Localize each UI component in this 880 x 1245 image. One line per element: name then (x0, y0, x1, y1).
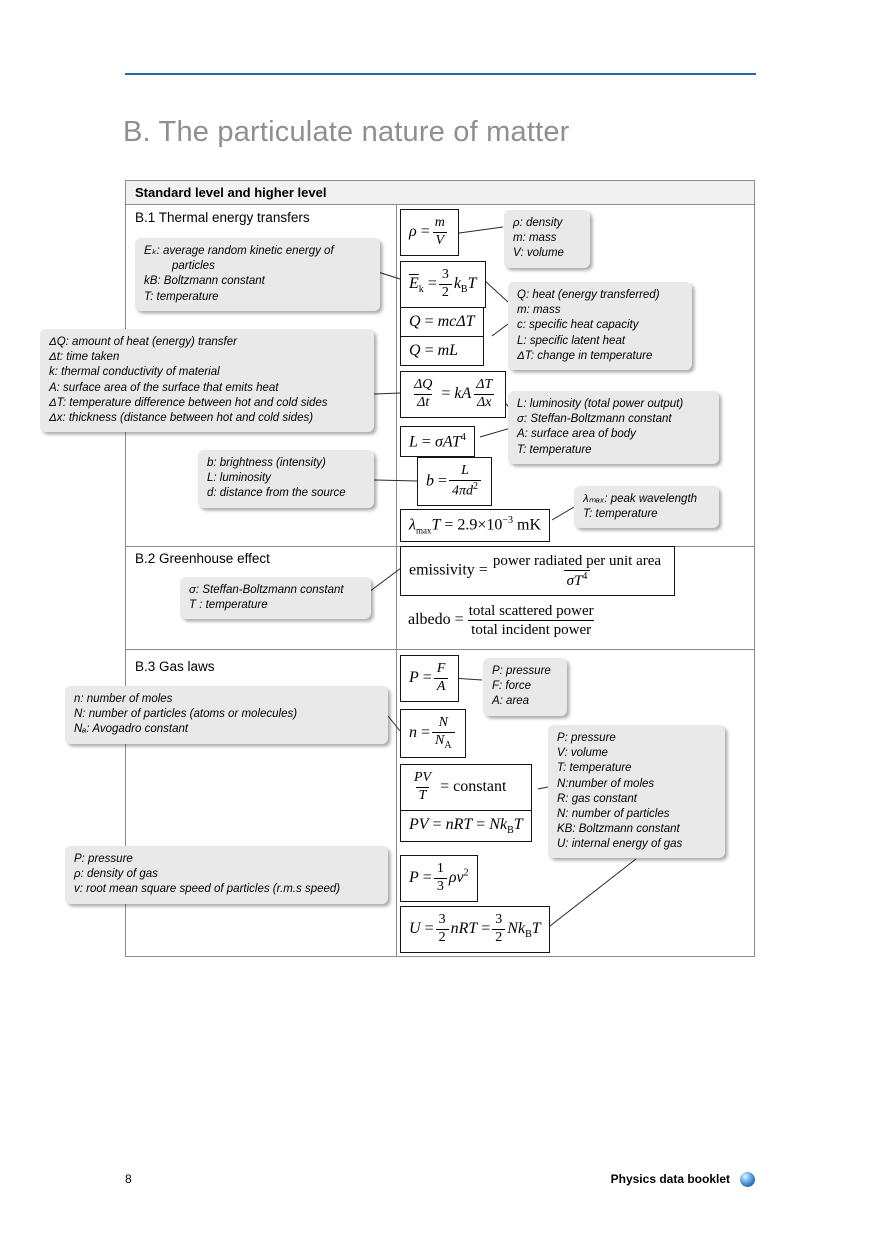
callout-line: P: pressure (557, 732, 616, 744)
callout-line: A: surface area of the surface that emits heat (49, 381, 279, 394)
math-sub: B (525, 929, 532, 941)
callout-line: N: number of particles (557, 807, 670, 820)
section-label-b1: B.1 Thermal energy transfers (135, 210, 310, 225)
table-header (126, 181, 754, 205)
math-var: k (453, 274, 461, 292)
page-title: B. The particulate nature of matter (123, 116, 570, 148)
math-den: 2 (436, 929, 449, 947)
callout-line: V: volume (557, 747, 608, 760)
callout-line: T: temperature (144, 290, 219, 303)
math-eq: = (438, 472, 448, 490)
math-den: total incident power (468, 620, 594, 639)
math-sup: 4 (460, 432, 466, 443)
math-eq: = (478, 561, 488, 579)
formula-stefan-boltzmann (400, 426, 475, 457)
callout-line: ΔQ: amount of heat (energy) transfer (49, 336, 237, 348)
math-var: ρ (409, 222, 417, 240)
callout-line: V: volume (513, 247, 564, 260)
top-rule (125, 73, 756, 75)
math-sup: 2 (463, 867, 469, 879)
footer-page-number: 8 (125, 1172, 132, 1186)
math-num: PV (414, 770, 432, 785)
math-sub: B (507, 824, 514, 836)
math-eq: = (424, 313, 434, 330)
math-var: b (426, 472, 434, 490)
formula-density (400, 209, 459, 256)
callout-line: Eₖ: average random kinetic energy of (144, 245, 334, 257)
callout-moles (65, 686, 388, 744)
callout-line: v: root mean square speed of particles (r.m.s speed) (74, 883, 341, 896)
callout-line: T: temperature (517, 443, 592, 456)
callout-line: ρ: density of gas (74, 868, 158, 881)
formula-row-gas-constant (401, 765, 531, 810)
callout-line: A: surface area of body (517, 428, 636, 441)
math-var: k (499, 815, 508, 833)
math-word: emissivity (409, 561, 475, 579)
callout-thermal-conduction (40, 329, 374, 432)
math-den (564, 570, 591, 590)
footer-booklet-label: Physics data booklet (610, 1172, 730, 1186)
math-num: 3 (441, 267, 449, 282)
callout-line: T: temperature (557, 762, 632, 775)
math-value: 2.9×10 (457, 516, 503, 534)
formula-albedo (400, 597, 607, 644)
math-unit: mK (517, 516, 542, 534)
math-var: N (507, 919, 518, 937)
callout-density (504, 210, 590, 268)
column-divider (396, 205, 397, 956)
math-sub: B (460, 284, 468, 296)
math-sup: 4 (582, 571, 588, 582)
math-den (449, 480, 481, 500)
math-var: T (513, 815, 523, 833)
formula-row-specific-heat (401, 308, 483, 336)
callout-line: n: number of moles (74, 693, 173, 705)
math-var: nRT (450, 919, 478, 937)
math-var: N (489, 815, 500, 833)
math-den (432, 732, 455, 752)
math-den: 3 (434, 878, 447, 896)
callout-line: d: distance from the source (207, 487, 346, 500)
math-num: total scattered power (468, 603, 594, 619)
math-sub: A (444, 739, 452, 751)
math-var: n (409, 723, 417, 741)
callout-line: ΔT: temperature difference between hot and cold sides (49, 396, 328, 409)
formula-thermal-conduction (400, 371, 506, 418)
math-var: σT (566, 573, 583, 589)
math-var: $\overline{E}$ (409, 274, 419, 292)
callout-line: L: luminosity (total power output) (517, 398, 684, 410)
section-label-b2: B.2 Greenhouse effect (135, 551, 270, 566)
math-var: Q (409, 342, 421, 359)
math-var: mcΔT (437, 313, 475, 330)
callout-line: particles (172, 260, 215, 273)
math-eq: = (420, 222, 430, 240)
math-var: kA (454, 384, 472, 402)
callout-rms-speed (65, 846, 388, 904)
math-var: L (409, 433, 418, 451)
math-var: k (517, 919, 526, 937)
callout-line: T : temperature (189, 599, 268, 612)
formula-internal-energy (400, 906, 550, 953)
callout-line: Δx: thickness (distance between hot and cold sides) (49, 411, 314, 424)
table-header-label: Standard level and higher level (135, 185, 327, 200)
math-den: Δt (414, 394, 432, 412)
callout-pressure-force (483, 658, 567, 716)
math-word: albedo (408, 611, 451, 629)
callout-emissivity (180, 577, 371, 619)
math-num: power radiated per unit area (492, 553, 662, 569)
math-num: m (434, 215, 445, 230)
callout-line: c: specific heat capacity (517, 319, 639, 332)
math-sub: k (418, 284, 424, 296)
callout-line: m: mass (513, 232, 557, 245)
callout-line: ρ: density (513, 217, 563, 229)
math-eq: = (424, 919, 434, 937)
math-var: Q (409, 313, 421, 330)
math-var: T (431, 516, 441, 534)
math-var: PV (409, 815, 429, 833)
math-eq: = (421, 433, 431, 451)
section-label-b3: B.3 Gas laws (135, 659, 215, 674)
math-den: T (416, 787, 430, 805)
callout-line: L: specific latent heat (517, 334, 626, 347)
math-eq: = (444, 516, 454, 534)
callout-line: R: gas constant (557, 792, 637, 805)
callout-line: Q: heat (energy transferred) (517, 289, 660, 301)
math-var: T (531, 919, 541, 937)
math-var: U (409, 919, 421, 937)
callout-line: m: mass (517, 304, 561, 317)
math-var: σAT (434, 433, 461, 451)
math-var: T (467, 274, 477, 292)
callout-line: kB: Boltzmann constant (144, 275, 265, 288)
math-var: N (435, 732, 445, 748)
formula-ideal-gas (400, 764, 532, 842)
callout-line: N: number of particles (atoms or molecules) (74, 708, 298, 721)
math-den: Δx (474, 394, 494, 412)
formula-moles (400, 709, 466, 758)
math-var: ρv (448, 868, 464, 886)
math-num: F (436, 661, 446, 676)
callout-line: k: thermal conductivity of material (49, 366, 220, 379)
math-eq: = (422, 868, 432, 886)
math-den: V (433, 232, 448, 250)
callout-line: P: pressure (492, 665, 551, 677)
callout-line: b: brightness (intensity) (207, 457, 326, 469)
math-num: ΔT (476, 377, 493, 392)
callout-brightness (198, 450, 374, 508)
callout-luminosity (508, 391, 719, 464)
math-sub: max (415, 525, 432, 536)
math-eq: = (421, 723, 431, 741)
math-eq: = (454, 611, 464, 629)
math-num: 3 (438, 912, 446, 927)
formula-average-kinetic-energy (400, 261, 486, 308)
callout-line: N:number of moles (557, 777, 655, 790)
math-eq: = (427, 274, 437, 292)
callout-line: Δt: time taken (49, 351, 120, 364)
math-eq: = (432, 815, 442, 833)
math-den: 2 (492, 929, 505, 947)
math-sup: 2 (473, 480, 479, 492)
formula-heat-energy (400, 307, 484, 366)
formula-brightness (417, 457, 492, 506)
callout-line: A: area (492, 695, 530, 708)
math-word: constant (453, 777, 507, 795)
math-eq: = (424, 342, 434, 359)
math-eq: = (440, 777, 450, 795)
callout-line: Nₐ: Avogadro constant (74, 723, 189, 736)
math-den: A (434, 678, 449, 696)
math-num: L (461, 463, 469, 478)
math-var: λ (409, 516, 416, 534)
math-den: 2 (439, 284, 452, 302)
math-var: nRT (445, 815, 473, 833)
callout-line: ΔT: change in temperature (517, 349, 653, 362)
callout-line: L: luminosity (207, 472, 271, 485)
math-eq: = (476, 815, 486, 833)
math-eq: = (441, 384, 451, 402)
formula-row-ideal-gas-law (401, 810, 531, 841)
callout-line: KB: Boltzmann constant (557, 823, 680, 836)
globe-icon (740, 1172, 755, 1187)
math-var: P (409, 868, 419, 886)
formula-emissivity (400, 546, 675, 596)
math-eq: = (422, 668, 432, 686)
math-num: N (438, 715, 448, 730)
callout-kinetic-energy (135, 238, 380, 311)
math-eq: = (481, 919, 491, 937)
callout-line: F: force (492, 680, 531, 693)
math-num: ΔQ (414, 377, 433, 392)
math-var: mL (437, 342, 459, 359)
formula-pressure-rms (400, 855, 478, 902)
formula-pressure (400, 655, 459, 702)
callout-line: σ: Steffan-Boltzmann constant (517, 413, 672, 426)
formula-row-latent-heat (401, 336, 483, 365)
callout-line: λₘₐₓ: peak wavelength (583, 493, 698, 505)
callout-gas-variables (548, 725, 725, 858)
callout-line: P: pressure (74, 853, 133, 865)
callout-line: U: internal energy of gas (557, 838, 683, 851)
math-var: 4πd (452, 483, 474, 499)
callout-wien (574, 486, 719, 528)
math-sup: −3 (502, 515, 514, 526)
callout-heat (508, 282, 692, 370)
callout-line: σ: Steffan-Boltzmann constant (189, 584, 344, 596)
math-num: 1 (436, 861, 444, 876)
formula-wien-displacement (400, 509, 550, 542)
callout-line: T: temperature (583, 508, 658, 521)
math-num: 3 (495, 912, 503, 927)
math-var: P (409, 668, 419, 686)
row-divider-b2-b3 (126, 649, 754, 650)
